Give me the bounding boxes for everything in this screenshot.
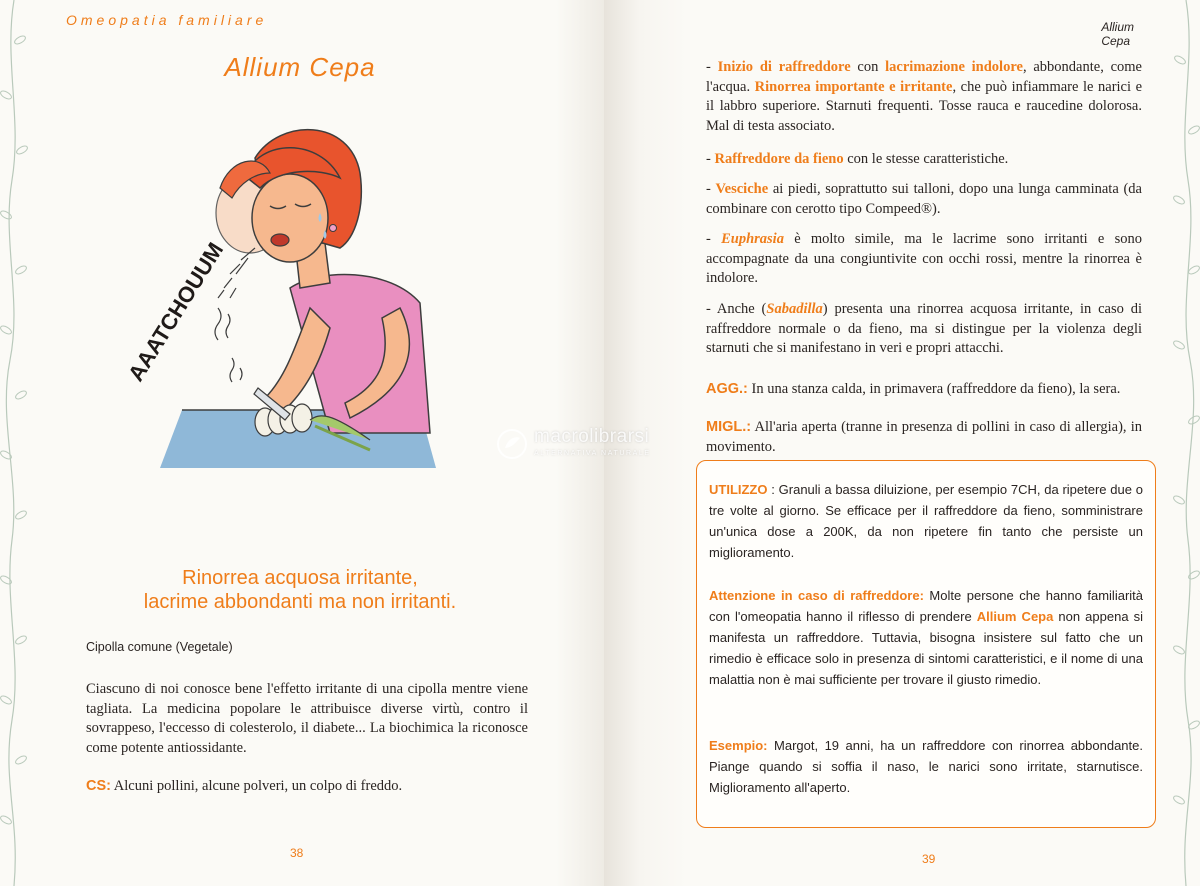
utilizzo-paragraph: UTILIZZO : Granuli a bassa diluizione, per esempio 7CH, da ripetere due o tre volte al giorno. Se efficace per il raffreddore da fieno, somministrare un'unica dose a 200K, da non ripetere fin tanto che persiste un miglioramento. — [709, 482, 1143, 560]
vine-decoration-icon — [1170, 0, 1200, 886]
intro-paragraph: Ciascuno di noi conosce bene l'effetto irritante di una cipolla mentre viene tagliata. La medicina popolare le attribuisce diverse virtù, contro il sovrappeso, l'eccesso di colesterolo, il diabete... La biochimica la riconosce come potente antiossidante. — [86, 681, 528, 756]
highlight: Sabadilla — [766, 301, 823, 317]
attenzione-label: Attenzione in caso di raffreddore: — [709, 588, 924, 603]
agg-text: In una stanza calda, in primavera (raffreddore da fieno), la sera. — [747, 381, 1121, 397]
migl-label: MIGL.: — [706, 419, 752, 435]
cs-text: Alcuni pollini, alcune polveri, un colpo di freddo. — [110, 778, 403, 794]
symptom-paragraph-1: - Inizio di raffreddore con lacrimazione indolore, abbondante, come l'acqua. Rinorrea importante e irritante, che può infiammare le narici e il labbro superiore. Starnuti frequenti. Tosse rauca e raucedine dolorosa. Mal di testa associato. — [706, 59, 1143, 134]
highlight: Rinorrea importante e irritante — [754, 78, 953, 95]
highlight: Raffreddore da fieno — [714, 151, 844, 167]
attenzione-paragraph: Attenzione in caso di raffreddore: Molte persone che hanno familiarità con l'omeopatia hanno il riflesso di prendere Allium Cepa non appena si manifesta un raffreddore. Tuttavia, bisogna insistere sul fatto che un rimedio è efficace solo in presenza di sintomi caratteristici, e il nome di una malattia non è mai sufficiente per trovare il giusto rimedio. — [709, 588, 1143, 687]
watermark-logo-icon — [496, 428, 528, 460]
running-head-left: Omeopatia familiare — [66, 12, 268, 28]
remedy-subtitle — [60, 566, 540, 614]
agg-label: AGG.: — [706, 381, 748, 397]
watermark-name: macrolibrarsi — [534, 426, 650, 447]
symptom-paragraph-5: - Anche (Sabadilla) presenta una rinorrea acquosa irritante, in caso di raffreddore normale o da fieno, ma si distingue per la violenza degli starnuti che si manifestano in veri e propri attacchi. — [706, 301, 1143, 356]
utilizzo-label: UTILIZZO — [709, 482, 768, 497]
highlight: lacrimazione indolore — [885, 59, 1023, 75]
usage-info-box — [696, 460, 1156, 828]
highlight: Inizio di raffreddore — [717, 59, 851, 75]
sneezing-woman-illustration — [120, 118, 450, 468]
cs-label: CS: — [86, 778, 111, 794]
page-title: Allium Cepa — [224, 52, 376, 82]
esempio-label: Esempio: — [709, 738, 768, 753]
migl-text: All'aria aperta (tranne in presenza di pollini in caso di allergia), in movimento. — [706, 419, 1142, 455]
esempio-paragraph: Esempio: Margot, 19 anni, ha un raffreddore con rinorrea abbondante. Piange quando si soffia il naso, le narici sono irritate, starnutisce. Miglioramento all'aperto. — [709, 738, 1143, 795]
subtitle-line-1: Rinorrea acquosa irritante, — [182, 567, 418, 589]
plant-type: Cipolla comune (Vegetale) — [86, 640, 233, 654]
running-head-right — [1101, 20, 1134, 48]
running-head-line-2: Cepa — [1101, 34, 1131, 48]
migl-line — [706, 418, 1142, 457]
highlight: Allium Cepa — [976, 609, 1054, 624]
subtitle-line-2: lacrime abbondanti ma non irritanti. — [143, 591, 457, 613]
highlight: Euphrasia — [721, 231, 784, 247]
page-number-left: 38 — [290, 846, 304, 860]
cs-line — [86, 778, 402, 795]
vine-decoration-icon — [0, 0, 30, 886]
running-head-line-1: Allium — [1101, 20, 1134, 34]
page-number-right: 39 — [922, 852, 936, 866]
symptom-paragraph-2: - Raffreddore da fieno con le stesse caratteristiche. — [706, 151, 1009, 167]
watermark — [496, 424, 696, 464]
symptom-paragraph-4: - Euphrasia è molto simile, ma le lacrime sono irritanti e sono accompagnate da una congiuntivite con occhi rossi, mentre la rinorrea è indolore. — [706, 231, 1142, 286]
watermark-tagline: ALTERNATIVA NATURALE — [534, 450, 651, 457]
symptom-paragraph-3: - Vesciche ai piedi, soprattutto sui talloni, dopo una lunga camminata (da combinare con cerotto tipo Compeed®). — [706, 181, 1142, 217]
highlight: Vesciche — [715, 181, 769, 197]
agg-line — [706, 380, 1142, 400]
sneeze-caption: AAATCHOUUM — [123, 238, 229, 386]
